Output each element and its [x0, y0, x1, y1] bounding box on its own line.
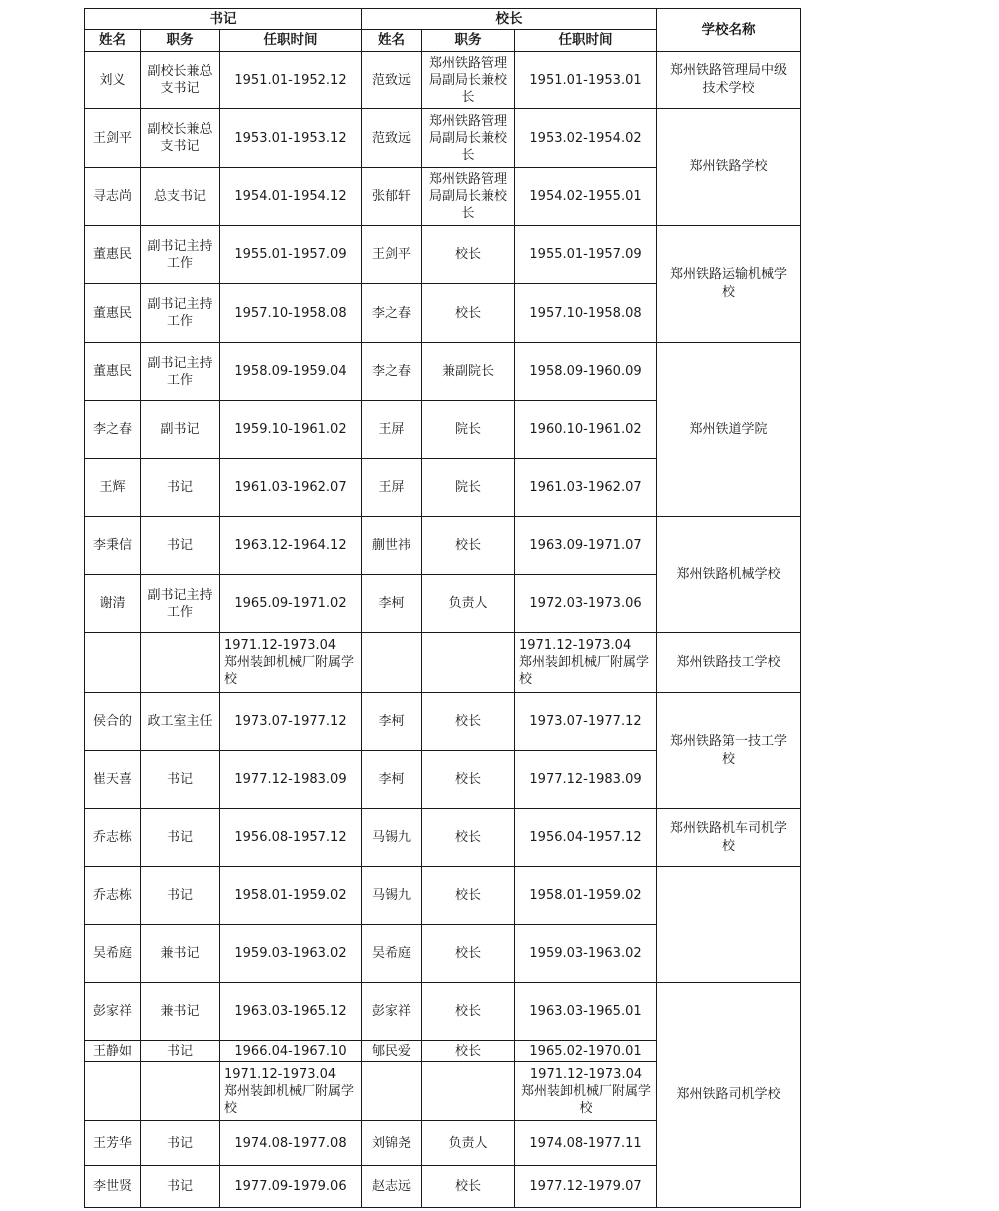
secretary-term-cell: 1974.08-1977.08: [220, 1121, 362, 1166]
secretary-name-cell: 王静如: [85, 1041, 141, 1062]
principal-name-cell: 王屏: [362, 459, 422, 517]
secretary-name-cell: 谢清: [85, 575, 141, 633]
secretary-name-cell: [85, 633, 141, 693]
school-name-cell: 郑州铁路机车司机学校: [657, 809, 801, 867]
secretary-name-cell: 王辉: [85, 459, 141, 517]
secretary-term-cell: 1961.03-1962.07: [220, 459, 362, 517]
principal-post-cell: 郑州铁路管理局副局长兼校长: [422, 168, 515, 226]
school-name-cell: 郑州铁路机械学校: [657, 517, 801, 633]
principal-term-cell: 1971.12-1973.04 郑州装卸机械厂附属学校: [515, 1062, 657, 1121]
principal-name-cell: 彭家祥: [362, 983, 422, 1041]
principal-term-cell: 1951.01-1953.01: [515, 52, 657, 109]
secretary-post-cell: 副书记主持工作: [141, 284, 220, 343]
secretary-name-cell: 李世贤: [85, 1166, 141, 1208]
principal-term-cell: 1958.09-1960.09: [515, 343, 657, 401]
table-row: [85, 343, 801, 401]
school-name-cell: 郑州铁路第一技工学校: [657, 693, 801, 809]
secretary-post-cell: 总支书记: [141, 168, 220, 226]
secretary-term-cell: 1958.01-1959.02: [220, 867, 362, 925]
secretary-term-cell: 1956.08-1957.12: [220, 809, 362, 867]
principal-term-cell: 1954.02-1955.01: [515, 168, 657, 226]
principal-post-cell: 兼副院长: [422, 343, 515, 401]
principal-term-cell: 1973.07-1977.12: [515, 693, 657, 751]
secretary-post-cell: 书记: [141, 867, 220, 925]
secretary-name-cell: 侯合的: [85, 693, 141, 751]
principal-name-cell: 李柯: [362, 751, 422, 809]
secretary-name-cell: 董惠民: [85, 284, 141, 343]
principal-term-cell: 1974.08-1977.11: [515, 1121, 657, 1166]
principal-name-cell: 马锡九: [362, 867, 422, 925]
secretary-post-cell: 兼书记: [141, 983, 220, 1041]
secretary-group-header: 书记: [85, 9, 362, 30]
principal-post-cell: [422, 633, 515, 693]
principal-name-cell: 蒯世祎: [362, 517, 422, 575]
principal-name-cell: 王剑平: [362, 226, 422, 284]
principal-name-header: 姓名: [362, 30, 422, 52]
secretary-term-cell: 1971.12-1973.04 郑州装卸机械厂附属学校: [220, 1062, 362, 1121]
principal-name-cell: 赵志远: [362, 1166, 422, 1208]
secretary-term-header: 任职时间: [220, 30, 362, 52]
table-row: [85, 633, 801, 693]
principal-name-cell: 范致远: [362, 109, 422, 168]
school-name-cell: 郑州铁路司机学校: [657, 983, 801, 1208]
principal-term-cell: 1960.10-1961.02: [515, 401, 657, 459]
table-row: [85, 517, 801, 575]
principal-name-cell: 马锡九: [362, 809, 422, 867]
school-name-cell: 郑州铁道学院: [657, 343, 801, 517]
secretary-name-cell: 董惠民: [85, 226, 141, 284]
principal-post-cell: 院长: [422, 459, 515, 517]
secretary-post-cell: 副书记: [141, 401, 220, 459]
secretary-term-cell: 1959.03-1963.02: [220, 925, 362, 983]
principal-post-cell: 校长: [422, 751, 515, 809]
principal-term-cell: 1961.03-1962.07: [515, 459, 657, 517]
principal-term-cell: 1955.01-1957.09: [515, 226, 657, 284]
school-name-cell: 郑州铁路学校: [657, 109, 801, 226]
secretary-post-cell: 书记: [141, 1041, 220, 1062]
secretary-name-header: 姓名: [85, 30, 141, 52]
principal-term-cell: 1972.03-1973.06: [515, 575, 657, 633]
principal-name-cell: 张郁轩: [362, 168, 422, 226]
secretary-name-cell: [85, 1062, 141, 1121]
secretary-post-cell: 书记: [141, 1166, 220, 1208]
table-row: [85, 226, 801, 284]
secretary-term-cell: 1954.01-1954.12: [220, 168, 362, 226]
secretary-post-cell: 兼书记: [141, 925, 220, 983]
secretary-term-cell: 1963.12-1964.12: [220, 517, 362, 575]
principal-name-cell: 李之春: [362, 343, 422, 401]
secretary-name-cell: 吴希庭: [85, 925, 141, 983]
secretary-term-cell: 1977.12-1983.09: [220, 751, 362, 809]
principal-post-cell: 校长: [422, 226, 515, 284]
secretary-term-cell: 1955.01-1957.09: [220, 226, 362, 284]
secretary-name-cell: 乔志栋: [85, 867, 141, 925]
principal-name-cell: 吴希庭: [362, 925, 422, 983]
principal-term-cell: 1959.03-1963.02: [515, 925, 657, 983]
principal-term-cell: 1977.12-1979.07: [515, 1166, 657, 1208]
secretary-name-cell: 王剑平: [85, 109, 141, 168]
school-name-header: 学校名称: [657, 9, 801, 52]
secretary-post-cell: 副书记主持工作: [141, 226, 220, 284]
secretary-name-cell: 董惠民: [85, 343, 141, 401]
secretary-post-cell: 政工室主任: [141, 693, 220, 751]
principal-post-cell: [422, 1062, 515, 1121]
table-row: [85, 867, 801, 925]
principal-post-cell: 负责人: [422, 575, 515, 633]
table-body: [85, 52, 801, 1208]
secretary-name-cell: 彭家祥: [85, 983, 141, 1041]
secretary-term-cell: 1959.10-1961.02: [220, 401, 362, 459]
principal-term-cell: 1957.10-1958.08: [515, 284, 657, 343]
secretary-post-cell: 副校长兼总支书记: [141, 52, 220, 109]
secretary-term-cell: 1958.09-1959.04: [220, 343, 362, 401]
principal-post-cell: 校长: [422, 925, 515, 983]
principal-term-cell: 1953.02-1954.02: [515, 109, 657, 168]
secretary-name-cell: 寻志尚: [85, 168, 141, 226]
secretary-post-cell: 书记: [141, 751, 220, 809]
table-row: [85, 109, 801, 168]
secretary-name-cell: 刘义: [85, 52, 141, 109]
secretary-post-cell: 副书记主持工作: [141, 343, 220, 401]
secretary-term-cell: 1957.10-1958.08: [220, 284, 362, 343]
principal-term-cell: 1963.03-1965.01: [515, 983, 657, 1041]
principal-name-cell: 李柯: [362, 693, 422, 751]
principal-post-cell: 校长: [422, 1041, 515, 1062]
secretary-term-cell: 1963.03-1965.12: [220, 983, 362, 1041]
secretary-name-cell: 乔志栋: [85, 809, 141, 867]
principal-term-cell: 1956.04-1957.12: [515, 809, 657, 867]
secretary-name-cell: 王芳华: [85, 1121, 141, 1166]
secretary-term-cell: 1966.04-1967.10: [220, 1041, 362, 1062]
principal-name-cell: 范致远: [362, 52, 422, 109]
principal-name-cell: 刘锦尧: [362, 1121, 422, 1166]
table-row: [85, 52, 801, 109]
school-name-cell: 郑州铁路运输机械学校: [657, 226, 801, 343]
secretary-name-cell: 崔天喜: [85, 751, 141, 809]
principal-name-cell: 王屏: [362, 401, 422, 459]
secretary-post-cell: 书记: [141, 809, 220, 867]
secretary-post-cell: 副书记主持工作: [141, 575, 220, 633]
table-row: [85, 809, 801, 867]
school-name-cell: [657, 867, 801, 983]
principal-name-cell: [362, 633, 422, 693]
secretary-post-cell: 副校长兼总支书记: [141, 109, 220, 168]
secretary-term-cell: 1973.07-1977.12: [220, 693, 362, 751]
secretary-term-cell: 1977.09-1979.06: [220, 1166, 362, 1208]
principal-post-cell: 校长: [422, 983, 515, 1041]
principal-name-cell: 李柯: [362, 575, 422, 633]
principal-post-cell: 校长: [422, 867, 515, 925]
secretary-name-cell: 李之春: [85, 401, 141, 459]
principal-term-cell: 1958.01-1959.02: [515, 867, 657, 925]
principal-term-cell: 1977.12-1983.09: [515, 751, 657, 809]
secretary-post-header: 职务: [141, 30, 220, 52]
secretary-term-cell: 1951.01-1952.12: [220, 52, 362, 109]
table-row: [85, 983, 801, 1041]
principal-post-cell: 校长: [422, 693, 515, 751]
secretary-post-cell: 书记: [141, 517, 220, 575]
leaders-table: [84, 8, 801, 1208]
school-name-cell: 郑州铁路管理局中级技术学校: [657, 52, 801, 109]
principal-post-cell: 校长: [422, 1166, 515, 1208]
principal-post-cell: 院长: [422, 401, 515, 459]
principal-post-cell: 负责人: [422, 1121, 515, 1166]
secretary-name-cell: 李秉信: [85, 517, 141, 575]
school-name-cell: 郑州铁路技工学校: [657, 633, 801, 693]
principal-post-header: 职务: [422, 30, 515, 52]
principal-term-cell: 1971.12-1973.04 郑州装卸机械厂附属学校: [515, 633, 657, 693]
table-row: [85, 693, 801, 751]
principal-term-cell: 1965.02-1970.01: [515, 1041, 657, 1062]
secretary-term-cell: 1971.12-1973.04 郑州装卸机械厂附属学校: [220, 633, 362, 693]
principal-post-cell: 郑州铁路管理局副局长兼校长: [422, 52, 515, 109]
principal-post-cell: 郑州铁路管理局副局长兼校长: [422, 109, 515, 168]
secretary-post-cell: 书记: [141, 1121, 220, 1166]
principal-name-cell: [362, 1062, 422, 1121]
secretary-term-cell: 1953.01-1953.12: [220, 109, 362, 168]
principal-name-cell: 郇民爱: [362, 1041, 422, 1062]
principal-name-cell: 李之春: [362, 284, 422, 343]
principal-group-header: 校长: [362, 9, 657, 30]
principal-post-cell: 校长: [422, 284, 515, 343]
principal-term-cell: 1963.09-1971.07: [515, 517, 657, 575]
principal-post-cell: 校长: [422, 517, 515, 575]
principal-term-header: 任职时间: [515, 30, 657, 52]
secretary-post-cell: [141, 633, 220, 693]
principal-post-cell: 校长: [422, 809, 515, 867]
secretary-term-cell: 1965.09-1971.02: [220, 575, 362, 633]
secretary-post-cell: 书记: [141, 459, 220, 517]
secretary-post-cell: [141, 1062, 220, 1121]
